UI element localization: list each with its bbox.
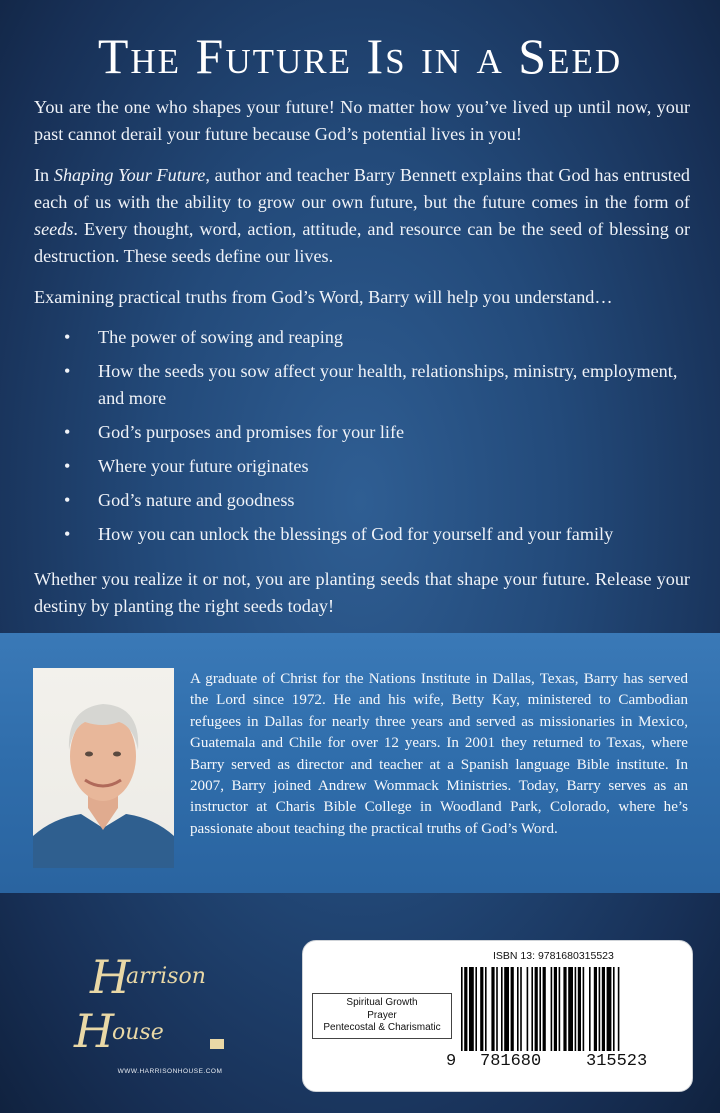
barcode-bar — [501, 967, 503, 1051]
intro-paragraph: You are the one who shapes your future! No matter how you’ve lived up until now, your past cannot derail your future because God’s potential lives in you! — [34, 97, 690, 144]
barcode-bar — [599, 967, 601, 1051]
barcode-bar — [535, 967, 538, 1051]
barcode-bar — [568, 967, 573, 1051]
barcode-bar — [578, 967, 581, 1051]
back-cover-title: The Future Is in a Seed — [97, 28, 623, 84]
harrison-house-logo — [60, 935, 250, 1075]
barcode-bar — [551, 967, 553, 1051]
closing-paragraph: Whether you realize it or not, you are planting seeds that shape your future. Release your destiny by planting the right seeds today! — [34, 569, 690, 616]
author-photo — [33, 668, 174, 868]
lead-in-paragraph: Examining practical truths from God’s Word, Barry will help you understand… — [34, 287, 613, 307]
seeds-emphasis: seeds — [34, 219, 74, 239]
isbn-label: ISBN 13: 9781680315523 — [493, 950, 614, 962]
barcode-bar — [563, 967, 566, 1051]
barcode-bar — [594, 967, 597, 1051]
barcode-bar — [618, 967, 620, 1051]
category-item: Spiritual Growth — [346, 997, 418, 1008]
bullet-item: • How the seeds you sow affect your health, relationships, ministry, employment, and more — [34, 358, 684, 412]
bullet-icon: • — [64, 422, 71, 442]
category-list — [312, 993, 452, 1039]
barcode-bar — [480, 967, 483, 1051]
book-description-paragraph: In Shaping Your Future, author and teacher Barry Bennett explains that God has entrusted each of us with the ability to grow our own future, but the future comes in the form of seeds. Every thought, word, action, attitude, and resource can be the seed of blessing or destruction. These seeds define our lives. — [34, 165, 691, 266]
barcode-bar — [613, 967, 615, 1051]
barcode-bar — [607, 967, 612, 1051]
svg-text:ouse: ouse — [112, 1020, 164, 1045]
isbn-digit-group: 781680 — [480, 1052, 542, 1071]
publisher-url: WWW.HARRISONHOUSE.COM — [117, 1068, 223, 1075]
bullet-item: • God’s nature and goodness — [34, 487, 684, 514]
barcode-bar — [559, 967, 561, 1051]
author-bio: A graduate of Christ for the Nations Institute in Dallas, Texas, Barry has served the Lord since 1972. He and his wife, Betty Kay, ministered to Cambodian refugees in Dallas for nearly three years and served as missionaries in Mexico, Guatemala and Chile for over 12 years. In 2001 they returned to Texas, where Barry served as director and teacher at a Spanish language Bible institute. In 2007, Barry joined Andrew Wommack Ministries. Today, Barry serves as an instructor at Charis Bible College in Woodland Park, Colorado, where he’s passionate about teaching the practical truths of God’s Word. — [190, 671, 688, 837]
barcode-bar — [543, 967, 546, 1051]
bullet-item: • How you can unlock the blessings of God for yourself and your family — [34, 521, 684, 548]
barcode-bar — [461, 967, 463, 1051]
barcode-bar — [469, 967, 474, 1051]
barcode-bar — [527, 967, 529, 1051]
bullet-list — [34, 324, 684, 555]
bullet-icon: • — [64, 490, 71, 510]
barcode-bar — [539, 967, 541, 1051]
book-title: Shaping Your Future — [53, 165, 206, 185]
category-item: Pentecostal & Charismatic — [323, 1022, 441, 1033]
svg-text:H: H — [90, 950, 131, 1004]
barcode-bar — [602, 967, 605, 1051]
barcode-bar — [464, 967, 467, 1051]
barcode-bar — [520, 967, 522, 1051]
isbn-digit-group: 9 — [446, 1052, 457, 1071]
bullet-item: • Where your future originates — [34, 453, 684, 480]
barcode-bar — [517, 967, 519, 1051]
barcode-bar — [511, 967, 514, 1051]
barcode-bar — [475, 967, 477, 1051]
barcode-bar — [496, 967, 498, 1051]
barcode-bar — [504, 967, 509, 1051]
svg-text:H: H — [74, 1004, 115, 1058]
bullet-icon: • — [64, 361, 71, 381]
bullet-item: • The power of sowing and reaping — [34, 324, 684, 351]
barcode-bar — [575, 967, 577, 1051]
barcode-bar — [531, 967, 533, 1051]
category-item: Prayer — [367, 1009, 397, 1021]
barcode-bar — [491, 967, 494, 1051]
bullet-icon: • — [64, 327, 71, 347]
bullet-icon: • — [64, 456, 71, 476]
barcode-bar — [583, 967, 585, 1051]
barcode-bar — [485, 967, 487, 1051]
barcode-bar — [554, 967, 557, 1051]
barcode-bar — [589, 967, 591, 1051]
bullet-icon: • — [64, 524, 71, 544]
isbn-digit-group: 315523 — [586, 1052, 648, 1071]
svg-text:arrison: arrison — [126, 964, 206, 989]
bullet-item: • God’s purposes and promises for your life — [34, 419, 684, 446]
